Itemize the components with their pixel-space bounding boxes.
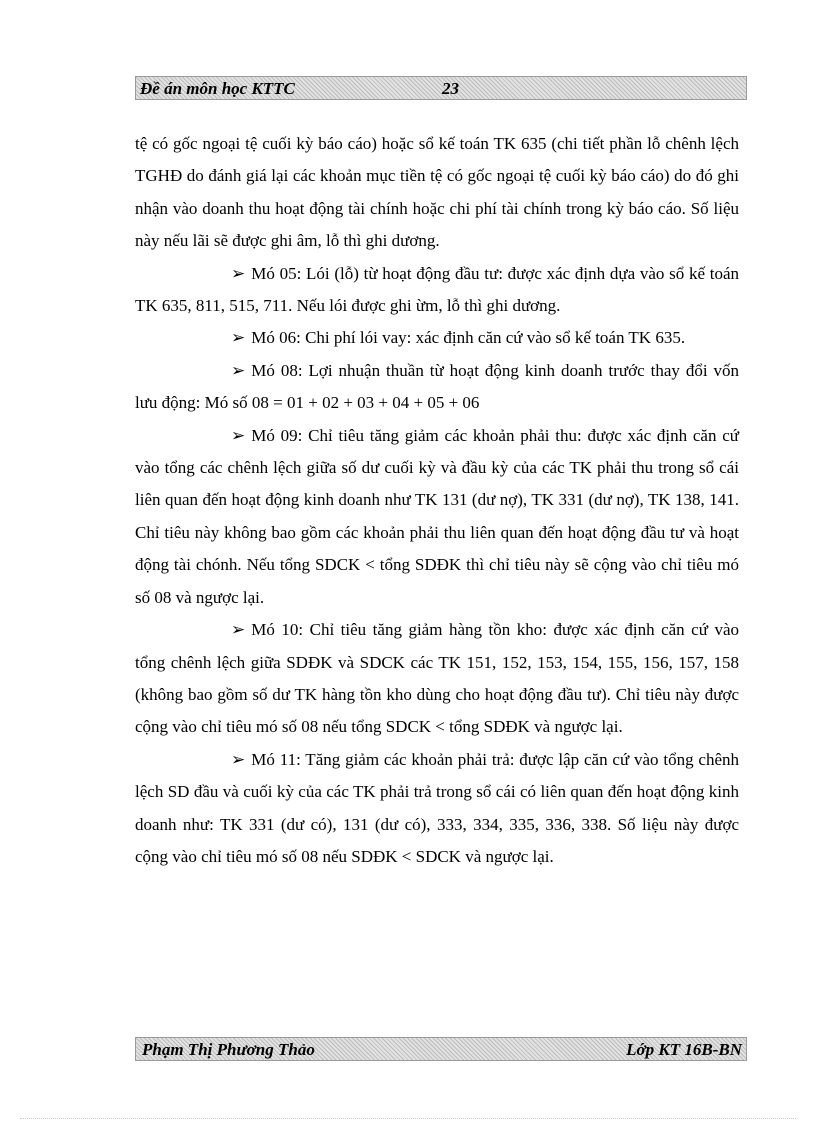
list-item-text: Mó 10: Chỉ tiêu tăng giảm hàng tồn kho: được xác định căn cứ vào tổng chênh lệch giữa SDĐK và SDCK các TK 151, 152, 153, 154, 155, 156, 157, 158 (không bao gồm số dư TK hàng tồn kho dùng cho hoạt động đầu tư). Chỉ tiêu này được cộng vào chỉ tiêu mó số 08 nếu tổng SDCK < tổng SDĐK và ngược lại. [135,620,739,737]
list-item-text: Mó 05: Lói (lỗ) từ hoạt động đầu tư: được xác định dựa vào sổ kế toán TK 635, 811, 515, 711. Nếu lói được ghi ừm, lỗ thì ghi dương. [135,263,739,316]
page-bottom-divider [20,1118,796,1119]
bullet-arrow-icon: ➢ [231,328,246,348]
list-item-code-10 [135,614,739,744]
page-number: 23 [442,79,459,98]
list-item-code-11 [135,744,739,874]
document-title: Đề án môn học KTTC [140,79,295,98]
bullet-arrow-icon: ➢ [231,620,246,640]
bullet-arrow-icon: ➢ [231,749,246,769]
list-item-text: Mó 08: Lợi nhuận thuần từ hoạt động kinh doanh trước thay đổi vốn lưu động: Mó số 08 = 01 + 02 + 03 + 04 + 05 + 06 [135,360,739,413]
list-item-text: Mó 11: Tăng giảm các khoản phải trả: được lập căn cứ vào tổng chênh lệch SD đầu và cuối kỳ của các TK phải trả trong sổ cái có liên quan đến hoạt động kinh doanh như: TK 331 (dư có), 131 (dư có), 333, 334, 335, 336, 338. Số liệu này được cộng vào chỉ tiêu mó số 08 nếu SDĐK < SDCK và ngược lại. [135,749,739,866]
list-item-code-09 [135,420,739,614]
class-label: Lớp KT 16B-BN [626,1040,742,1059]
body-text [135,128,739,873]
author-name: Phạm Thị Phương Thảo [142,1040,315,1059]
list-item-code-05 [135,258,739,323]
paragraph-continuation: tệ có gốc ngoại tệ cuối kỳ báo cáo) hoặc sổ kế toán TK 635 (chi tiết phần lỗ chênh lệch TGHĐ do đánh giá lại các khoản mục tiền tệ có gốc ngoại tệ cuối kỳ báo cáo) do đó ghi nhận vào doanh thu hoạt động tài chính hoặc chi phí tài chính trong kỳ báo cáo. Số liệu này nếu lãi sẽ được ghi âm, lỗ thì ghi dương. [135,134,739,251]
list-item-text: Mó 06: Chi phí lói vay: xác định căn cứ vào sổ kế toán TK 635. [251,328,686,348]
page-header [135,76,747,100]
bullet-arrow-icon: ➢ [231,263,246,283]
bullet-arrow-icon: ➢ [231,360,246,380]
bullet-arrow-icon: ➢ [231,425,246,445]
page-footer [135,1037,747,1061]
list-item-code-06 [135,322,739,354]
list-item-code-08 [135,355,739,420]
list-item-text: Mó 09: Chỉ tiêu tăng giảm các khoản phải thu: được xác định căn cứ vào tổng các chênh lệch giữa số dư cuối kỳ và đầu kỳ của các TK phải thu trong sổ cái liên quan đến hoạt động kinh doanh như TK 131 (dư nợ), TK 331 (dư nợ), TK 138, 141. Chỉ tiêu này không bao gồm các khoản phải thu liên quan đến hoạt động đầu tư và hoạt động tài chónh. Nếu tổng SDCK < tổng SDĐK thì chỉ tiêu này sẽ cộng vào chỉ tiêu mó số 08 và ngược lại. [135,425,739,607]
